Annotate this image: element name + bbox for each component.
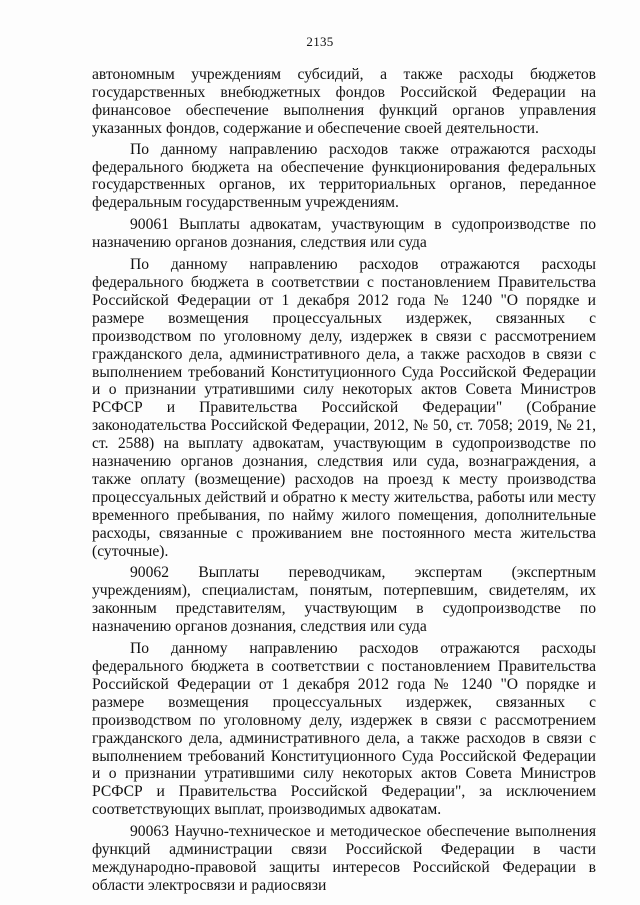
paragraph: По данному направлению расходов отражаются расходы федерального бюджета в соответствии с постановлением Правительства Российской Федерации от 1 декабря 2012 года № 1240 "О порядке и размере возмещения процессуальных издержек, связанных с производством по уголовному делу, издержек в связи с рассмотрением гражданского дела, административного дела, а также расходов в связи с выполнением требований Конституционного Суда Российской Федерации и о признании утратившими силу некоторых актов Совета Министров РСФСР и Правительства Российской Федерации", за исключением соответствующих выплат, производимых адвокатам. xyxy=(92,640,596,819)
section-heading-90062: 90062 Выплаты переводчикам, экспертам (экспертным учреждениям), специалистам, понятым, потерпевшим, свидетелям, их законным представителям, участвующим в судопроизводстве по назначению органов дознания, следствия или суда xyxy=(92,564,596,636)
section-heading-90063: 90063 Научно-техническое и методическое обеспечение выполнения функций администрации связи Российской Федерации в части международно-правовой защиты интересов Российской Федерации в области электросвязи и радиосвязи xyxy=(92,823,596,894)
section-heading-90061: 90061 Выплаты адвокатам, участвующим в судопроизводстве по назначению органов дознания, следствия или суда xyxy=(92,216,596,252)
paragraph: По данному направлению расходов отражаются расходы федерального бюджета в соответствии с постановлением Правительства Российской Федерации от 1 декабря 2012 года № 1240 "О порядке и размере возмещения процессуальных издержек, связанных с производством по уголовному делу, издержек в связи с рассмотрением гражданского дела, административного дела, а также расходов в связи с выполнением требований Конституционного Суда Российской Федерации и о признании утратившими силу некоторых актов Совета Министров РСФСР и Правительства Российской Федерации" (Собрание законодательства Российской Федерации, 2012, № 50, ст. 7058; 2019, № 21, ст. 2588) на выплату адвокатам, участвующим в судопроизводстве по назначению органов дознания, следствия или суда, вознаграждения, а также оплату (возмещение) расходов на проезд к месту производства процессуальных действий и обратно к месту жительства, работы или месту временного пребывания, по найму жилого помещения, дополнительные расходы, связанные с проживанием вне постоянного места жительства (суточные). xyxy=(92,256,596,560)
paragraph-continuation: автономным учреждениям субсидий, а также расходы бюджетов государственных внебюджетных фондов Российской Федерации на финансовое обеспечение выполнения функций органов управления указанных фондов, содержание и обеспечение своей деятельности. xyxy=(92,66,596,137)
page-number: 2135 xyxy=(306,34,334,49)
document-body xyxy=(92,66,596,899)
paragraph: По данному направлению расходов также отражаются расходы федерального бюджета на обеспечение функционирования федеральных государственных органов, их территориальных органов, переданное федеральным государственным учреждениям. xyxy=(92,140,596,212)
